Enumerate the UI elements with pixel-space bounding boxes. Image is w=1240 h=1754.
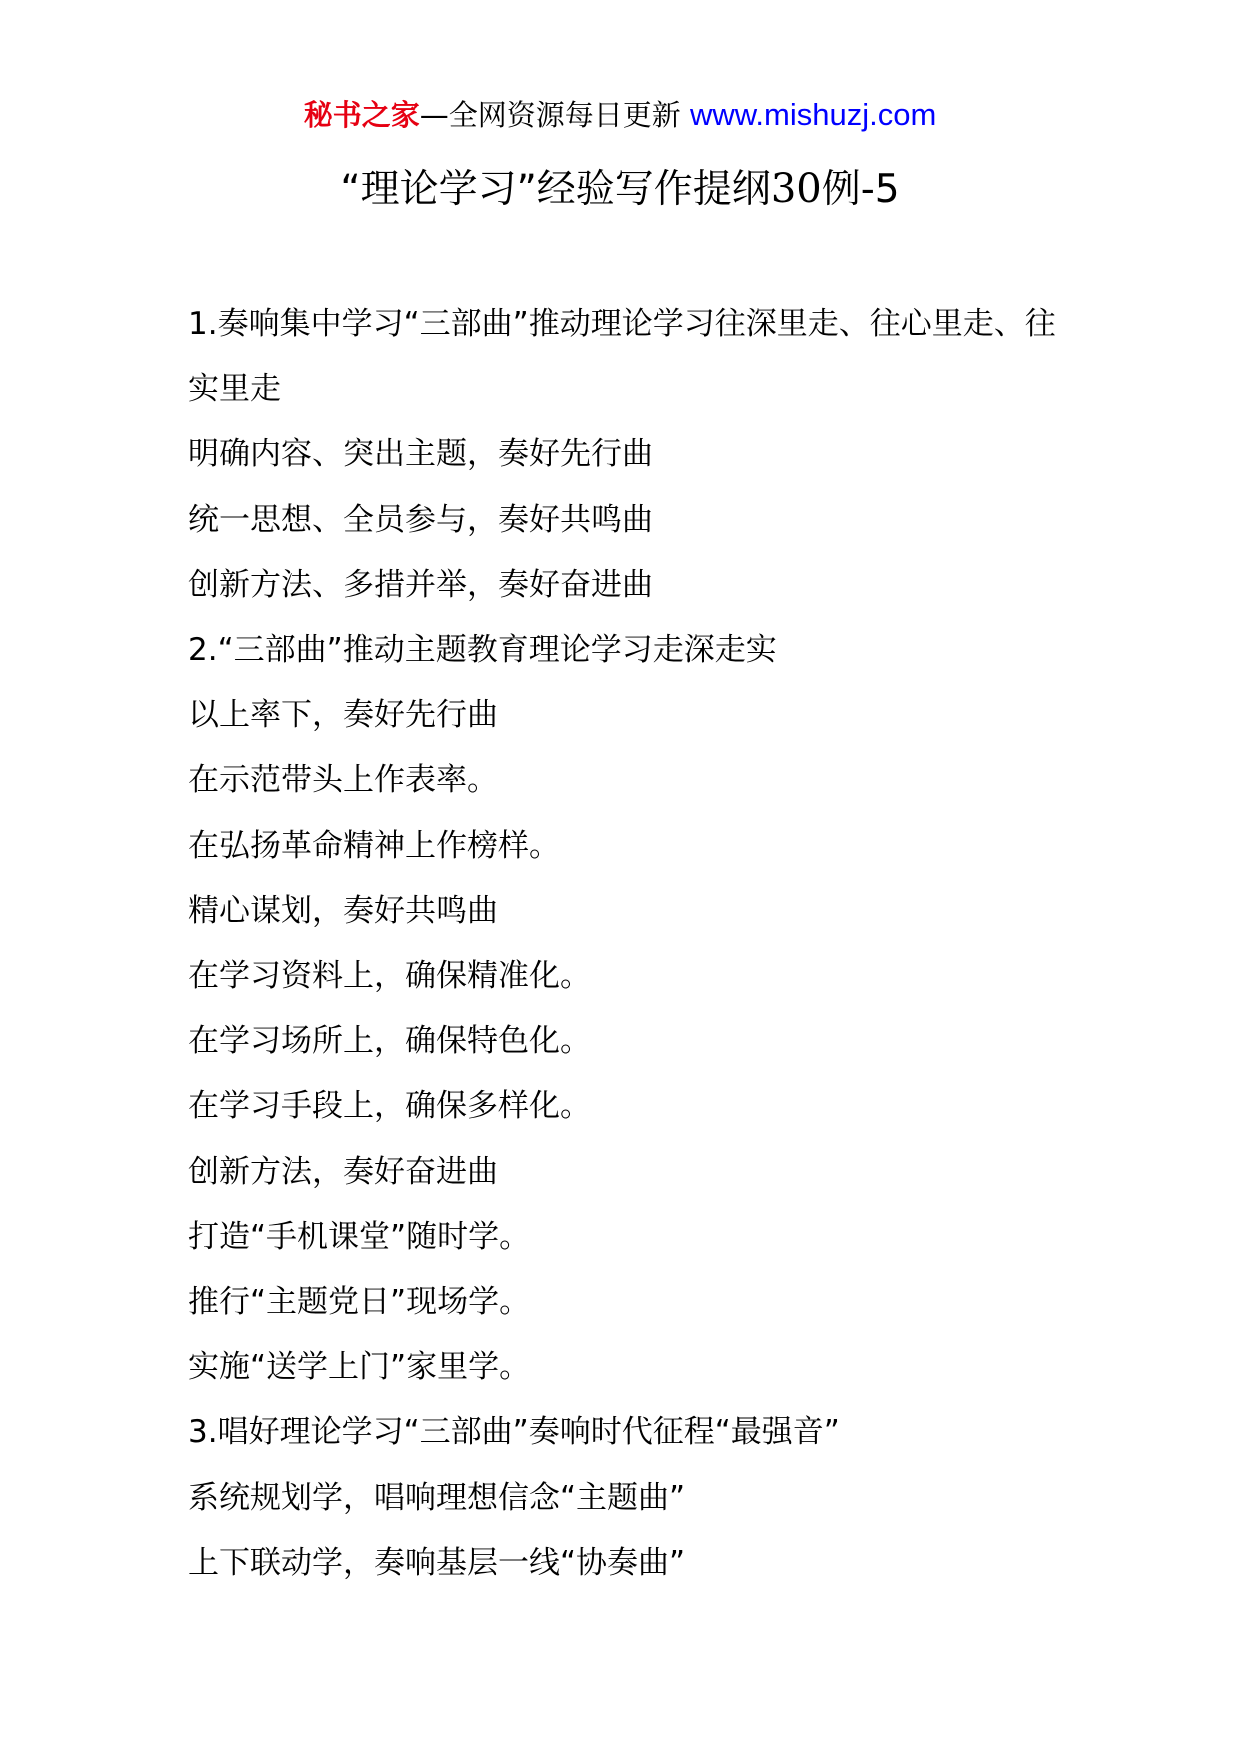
body-line: 精心谋划，奏好共鸣曲 bbox=[188, 892, 498, 929]
title-text: “理论学习”经验写作提纲 bbox=[340, 167, 771, 212]
body-line: 以上率下，奏好先行曲 bbox=[188, 697, 498, 734]
body-line: 创新方法、多措并举，奏好奋进曲 bbox=[188, 566, 653, 603]
body-line: 上下联动学，奏响基层一线“协奏曲” bbox=[188, 1544, 686, 1581]
body-line: 明确内容、突出主题，奏好先行曲 bbox=[188, 436, 653, 473]
body-line: 打造“手机课堂”随时学。 bbox=[188, 1218, 531, 1255]
document-title bbox=[0, 163, 1240, 216]
title-suffix: 例-5 bbox=[821, 167, 900, 212]
body-line: 推行“主题党日”现场学。 bbox=[188, 1284, 531, 1321]
body-line: 在示范带头上作表率。 bbox=[188, 762, 498, 799]
site-brand: 秘书之家 bbox=[303, 98, 420, 132]
body-line: 在学习手段上，确保多样化。 bbox=[188, 1088, 591, 1125]
body-line: 实施“送学上门”家里学。 bbox=[188, 1349, 531, 1386]
body-line: 在弘扬革命精神上作榜样。 bbox=[188, 827, 560, 864]
title-number: 30 bbox=[770, 166, 822, 212]
heading-2: 2.“三部曲”推动主题教育理论学习走深走实 bbox=[188, 632, 777, 669]
site-url-link[interactable]: www.mishuzj.com bbox=[689, 97, 937, 132]
site-tagline: —全网资源每日更新 bbox=[419, 98, 690, 132]
body-line: 在学习资料上，确保精准化。 bbox=[188, 958, 591, 995]
body-line: 在学习场所上，确保特色化。 bbox=[188, 1023, 591, 1060]
heading-3: 3.唱好理论学习“三部曲”奏响时代征程“最强音” bbox=[188, 1414, 840, 1451]
body-line: 系统规划学，唱响理想信念“主题曲” bbox=[188, 1479, 686, 1516]
body-line: 创新方法，奏好奋进曲 bbox=[188, 1153, 498, 1190]
site-banner bbox=[0, 97, 1240, 133]
body-line: 统一思想、全员参与，奏好共鸣曲 bbox=[188, 501, 653, 538]
document-body bbox=[188, 292, 1068, 1596]
heading-1: 1.奏响集中学习“三部曲”推动理论学习往深里走、往心里走、往实里走 bbox=[188, 306, 1056, 408]
